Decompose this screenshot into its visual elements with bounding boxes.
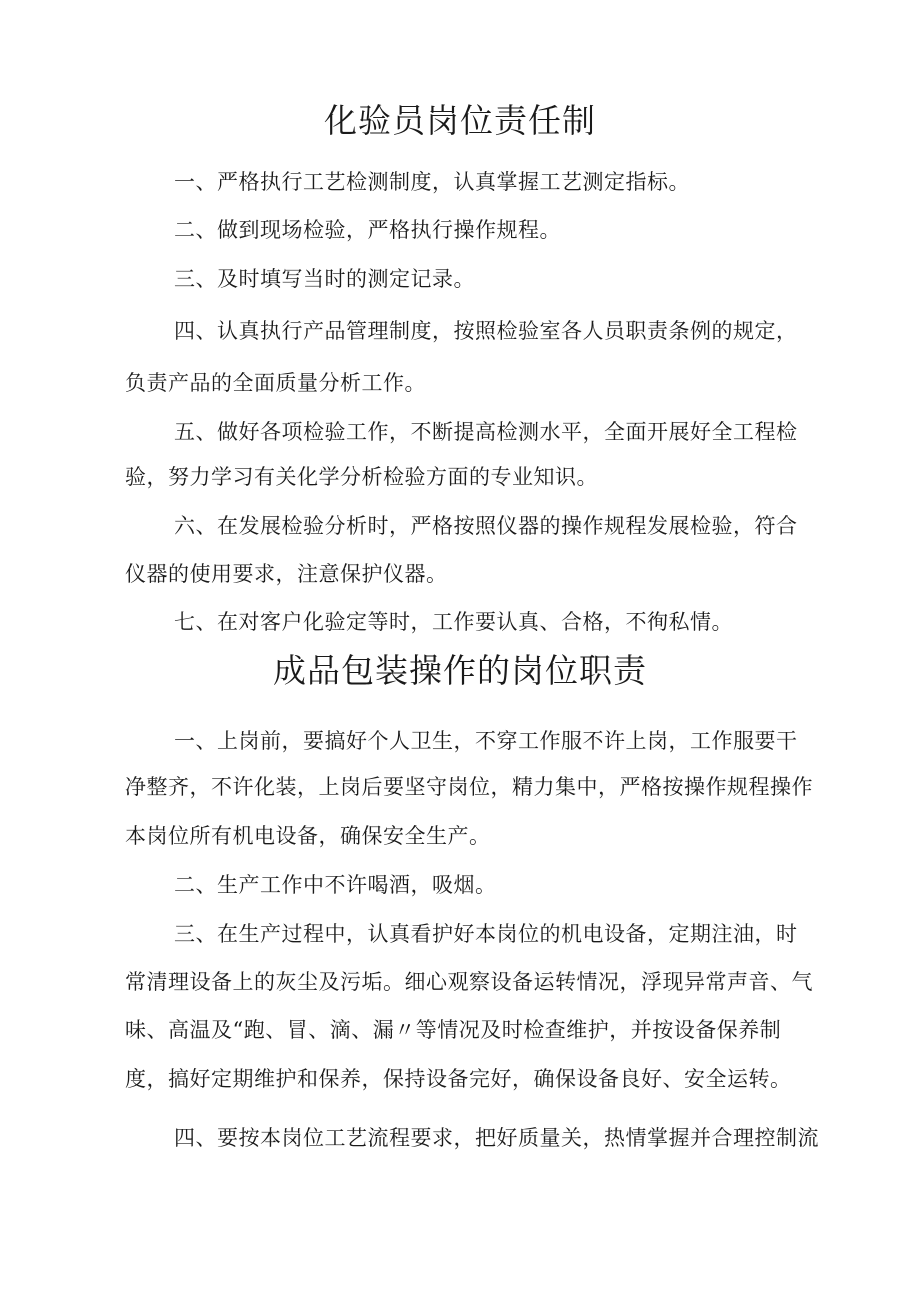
s1-item-4-cont: 负责产品的全面质量分析工作。 [125, 371, 426, 395]
s1-item-3: 三、及时填写当时的测定记录。 [174, 267, 475, 291]
s1-item-2: 二、做到现场检验，严格执行操作规程。 [174, 218, 561, 242]
section-1-title: 化验员岗位责任制 [324, 101, 596, 140]
s2-item-1-cont-1: 净整齐，不许化装，上岗后要坚守岗位，精力集中，严格按操作规程操作 [125, 775, 813, 799]
s2-item-3-cont-2: 味、高温及“跑、冒、滴、漏〃等情况及时检查维护，并按设备保养制 [125, 1018, 782, 1042]
s2-item-3-cont-1: 常清理设备上的灰尘及污垢。细心观察设备运转情况，浮现异常声音、气 [125, 970, 813, 994]
s1-item-5: 五、做好各项检验工作，不断提高检测水平，全面开展好全工程检 [174, 420, 798, 444]
s1-item-7: 七、在对客户化验定等时，工作要认真、合格，不徇私情。 [174, 610, 733, 634]
s1-item-4: 四、认真执行产品管理制度，按照检验室各人员职责条例的规定， [174, 319, 798, 343]
section-2-title: 成品包装操作的岗位职责 [273, 651, 647, 690]
s1-item-1: 一、严格执行工艺检测制度，认真掌握工艺测定指标。 [174, 170, 690, 194]
s2-item-2: 二、生产工作中不许喝酒，吸烟。 [174, 873, 497, 897]
s1-item-6-cont: 仪器的使用要求，注意保护仪器。 [125, 562, 448, 586]
s1-item-5-cont: 验，努力学习有关化学分析检验方面的专业知识。 [125, 465, 598, 489]
s2-item-1: 一、上岗前，要搞好个人卫生，不穿工作服不许上岗，工作服要干 [174, 729, 798, 753]
s2-item-3-cont-3: 度，搞好定期维护和保养，保持设备完好，确保设备良好、安全运转。 [125, 1067, 792, 1091]
s2-item-4: 四、要按本岗位工艺流程要求，把好质量关，热情掌握并合理控制流 [174, 1126, 819, 1150]
s2-item-3: 三、在生产过程中，认真看护好本岗位的机电设备，定期注油，时 [174, 922, 798, 946]
s1-item-6: 六、在发展检验分析时，严格按照仪器的操作规程发展检验，符合 [174, 514, 798, 538]
s2-item-1-cont-2: 本岗位所有机电设备，确保安全生产。 [125, 824, 491, 848]
